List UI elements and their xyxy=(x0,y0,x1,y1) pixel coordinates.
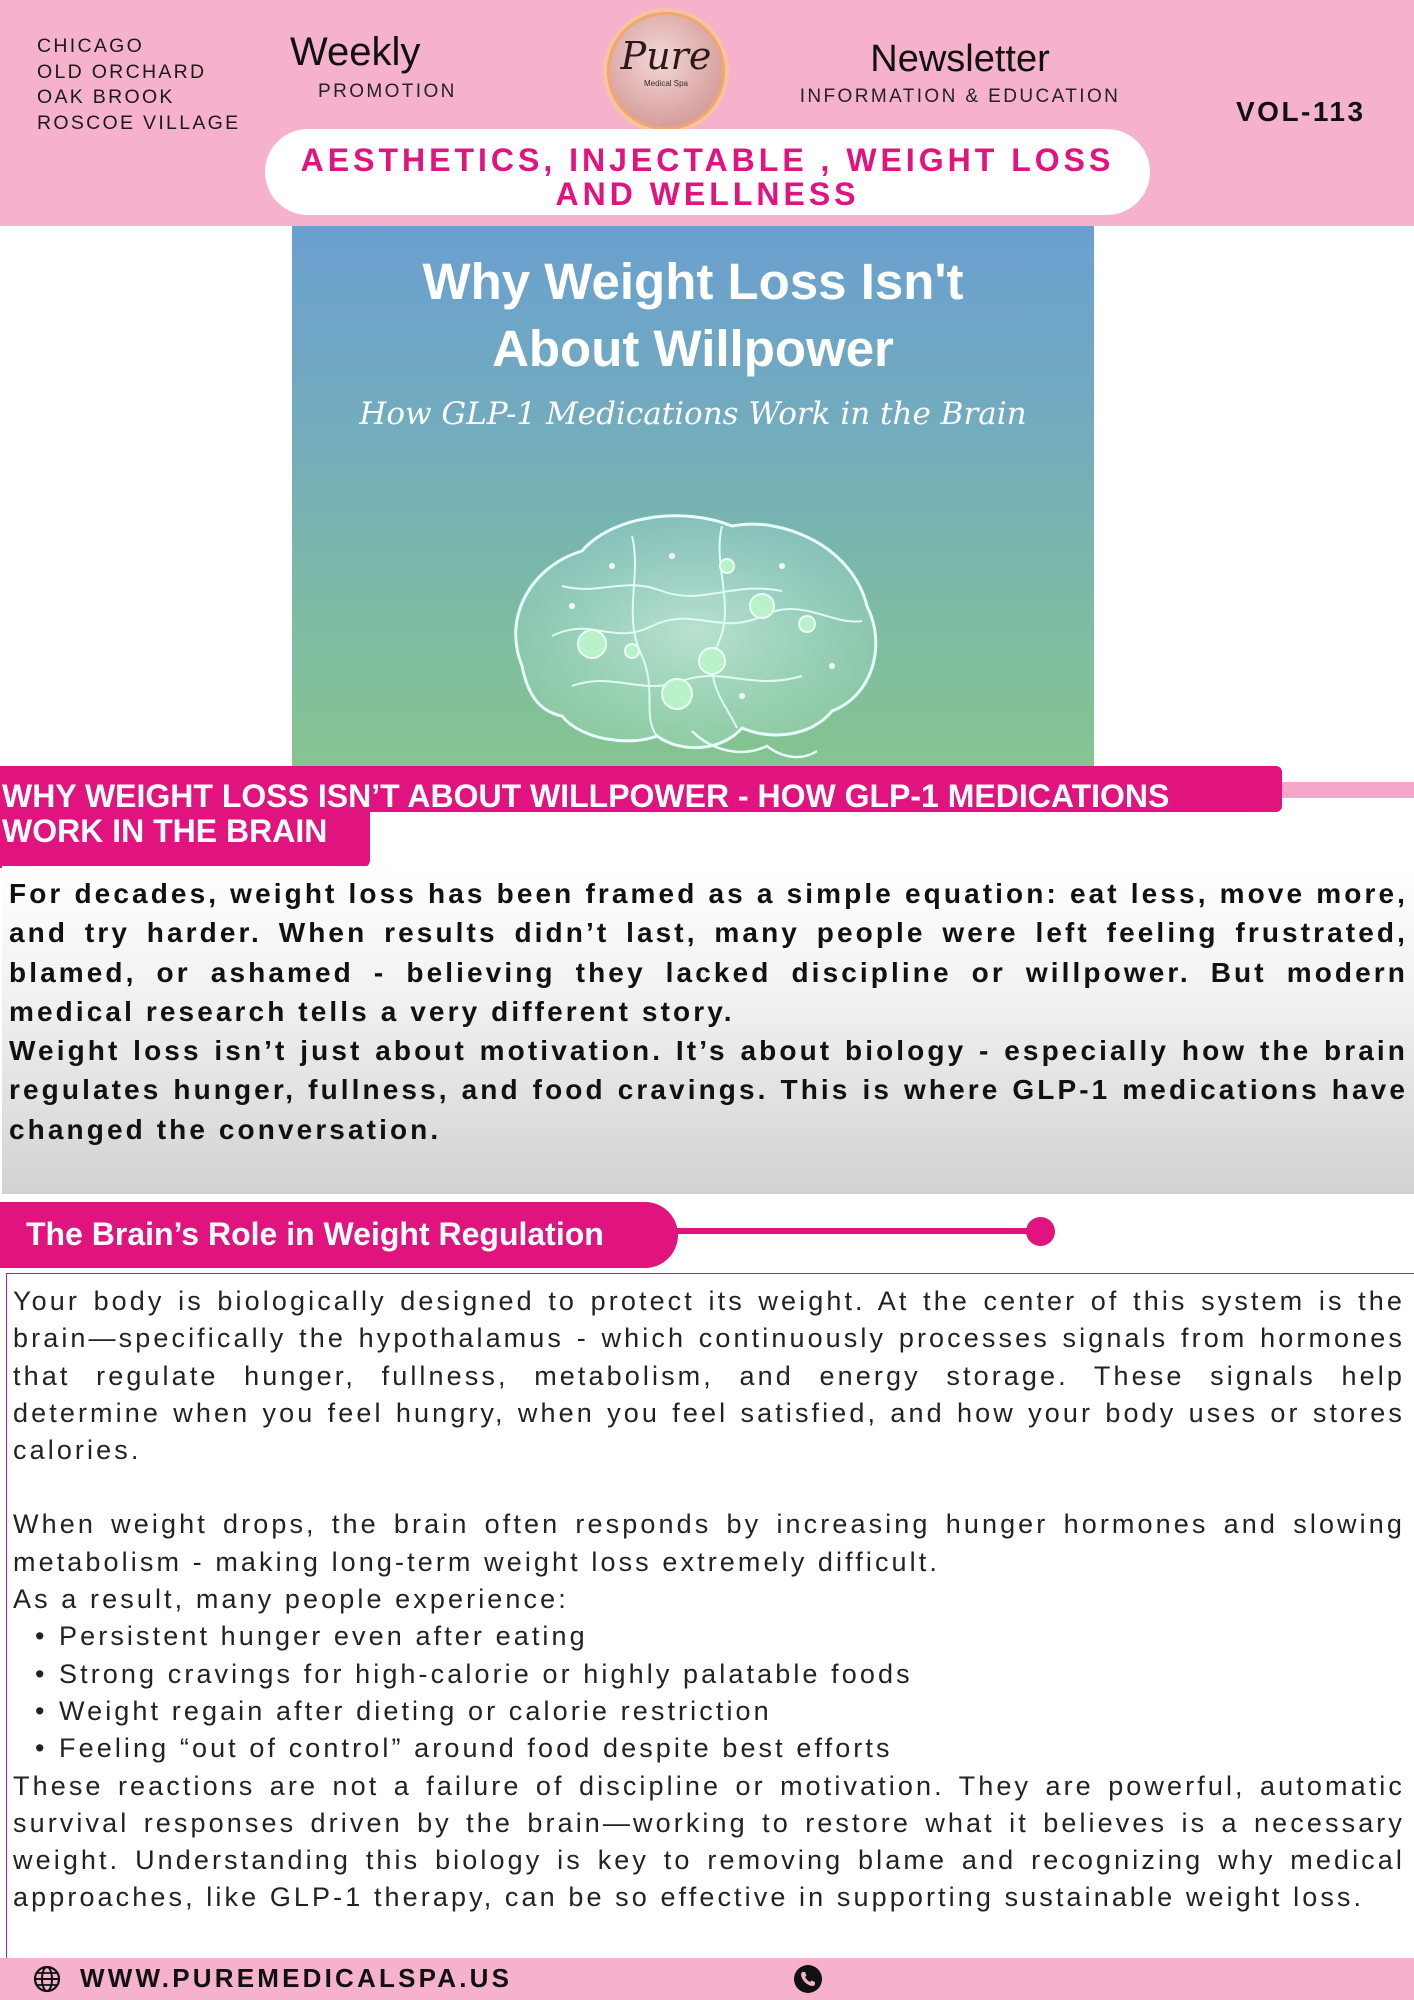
footer-bar xyxy=(0,1958,1414,2000)
hero-title-line: About Willpower xyxy=(492,320,894,377)
section1-heading-line: WHY WEIGHT LOSS ISN’T ABOUT WILLPOWER - HOW GLP-1 MEDICATIONS xyxy=(2,778,1170,814)
hero-title xyxy=(292,248,1094,382)
list-item: • Feeling “out of control” around food despite best efforts xyxy=(35,1730,1405,1767)
section2-paragraph: Your body is biologically designed to protect its weight. At the center of this system is the brain—specifically the hypothalamus - which continuously processes signals from hormones that regulate hunger, fullness, metabolism, and energy storage. These signals help determine when you feel hungry, when you feel satisfied, and how your body uses or stores calories. xyxy=(13,1286,1405,1466)
hero-title-line: Why Weight Loss Isn't xyxy=(422,253,964,310)
weekly-label: Weekly xyxy=(290,30,421,74)
section1-body xyxy=(9,874,1408,1149)
section2-heading: The Brain’s Role in Weight Regulation xyxy=(26,1216,604,1252)
section2-paragraph: When weight drops, the brain often responds by increasing hunger hormones and slowing metabolism - making long-term weight loss extremely difficult. xyxy=(13,1509,1405,1577)
section2-paragraph: These reactions are not a failure of discipline or motivation. They are powerful, automatic survival responses driven by the brain—working to restore what it believes is a necessary weight. Understanding this biology is key to removing blame and recognizing why medical approaches, like GLP-1 therapy, can be so effective in supporting sustainable weight loss. xyxy=(13,1770,1405,1913)
section1-paragraph: Weight loss isn’t just about motivation. It’s about biology - especially how the brain regulates hunger, fullness, and food cravings. This is where GLP-1 medications have changed the conversation. xyxy=(9,1035,1408,1145)
list-item: • Persistent hunger even after eating xyxy=(35,1618,1405,1655)
section2-list-intro: As a result, many people experience: xyxy=(13,1584,569,1615)
volume-number: VOL-113 xyxy=(1236,96,1366,127)
category-banner xyxy=(265,129,1150,215)
section1-heading xyxy=(2,779,1292,849)
section2-body xyxy=(13,1283,1405,1917)
brain-illustration-icon xyxy=(482,496,902,766)
hero-image xyxy=(292,226,1094,766)
banner-line: AESTHETICS, INJECTABLE , WEIGHT LOSS xyxy=(300,142,1115,178)
pure-medical-spa-logo[interactable] xyxy=(607,12,725,130)
section1-paragraph: For decades, weight loss has been framed as a simple equation: eat less, move more, and try harder. When results didn’t last, many people were left feeling frustrated, blamed, or ashamed - believing they lacked discipline or willpower. But modern medical research tells a very different story. xyxy=(9,878,1408,1027)
location-item: ROSCOE VILLAGE xyxy=(37,111,241,134)
paragraph-spacer xyxy=(13,1469,1405,1506)
location-list xyxy=(37,34,240,136)
globe-icon xyxy=(32,1964,62,1994)
website-link[interactable]: WWW.PUREMEDICALSPA.US xyxy=(80,1963,513,1993)
promotion-label: PROMOTION xyxy=(318,81,457,102)
location-item: CHICAGO xyxy=(37,35,145,57)
banner-line: AND WELLNESS xyxy=(555,176,860,212)
section2-accent-dot xyxy=(1026,1217,1055,1246)
section2-accent-line xyxy=(676,1228,1042,1234)
symptom-list xyxy=(13,1618,1405,1767)
list-item: • Weight regain after dieting or calorie restriction xyxy=(35,1693,1405,1730)
logo-wordmark: Pure xyxy=(620,34,712,78)
information-education-label: INFORMATION & EDUCATION xyxy=(799,86,1121,107)
logo-subtext: Medical Spa xyxy=(643,79,689,88)
newsletter-label: Newsletter xyxy=(870,38,1050,80)
location-item: OLD ORCHARD xyxy=(37,60,207,83)
hero-subtitle: How GLP-1 Medications Work in the Brain xyxy=(359,396,1027,432)
section1-heading-line: WORK IN THE BRAIN xyxy=(2,813,328,849)
location-item: OAK BROOK xyxy=(37,86,175,108)
phone-icon[interactable] xyxy=(793,1964,823,1994)
list-item: • Strong cravings for high-calorie or highly palatable foods xyxy=(35,1656,1405,1693)
category-banner-text xyxy=(265,143,1150,211)
newsletter-header xyxy=(0,0,1414,226)
